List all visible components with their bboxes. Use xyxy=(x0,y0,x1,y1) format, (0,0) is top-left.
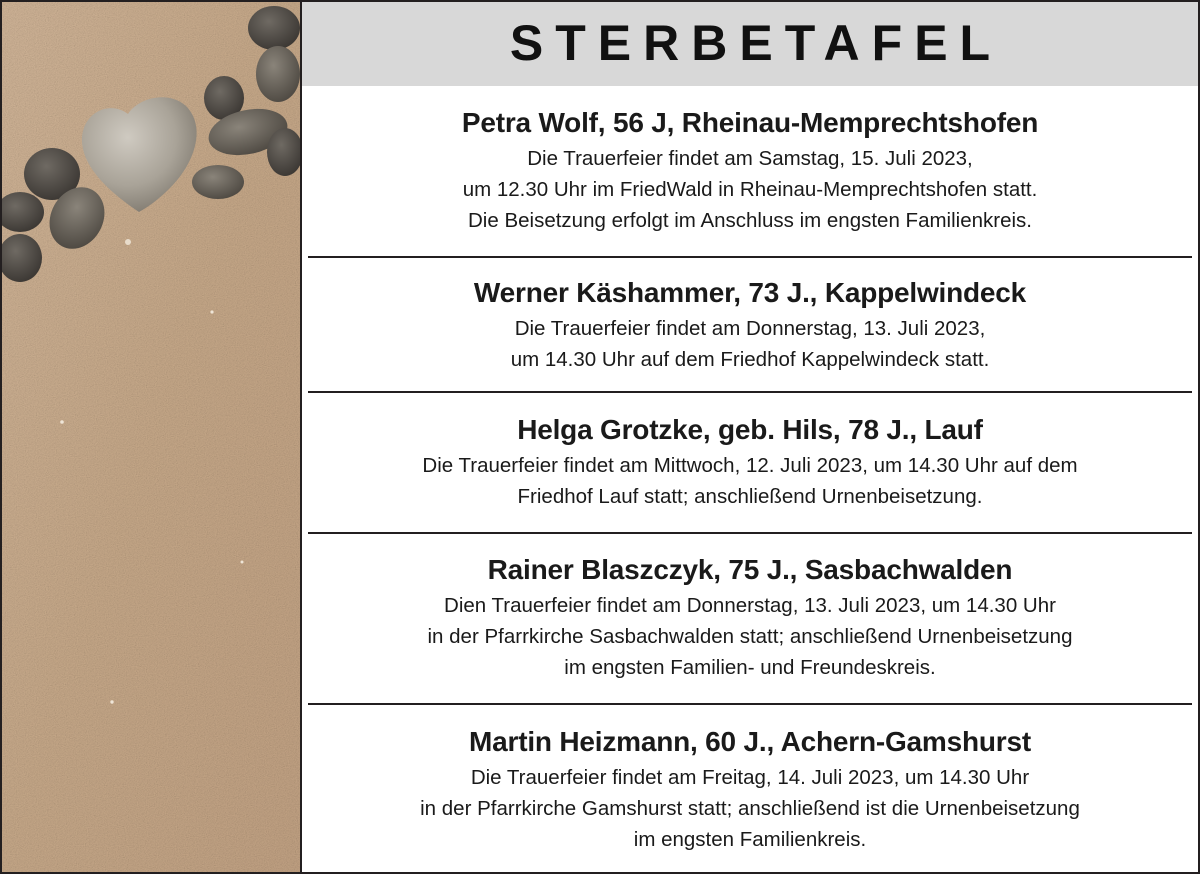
separator-rule xyxy=(308,256,1192,258)
sand-stones-image xyxy=(2,2,300,872)
entry-name: Werner Käshammer, 73 J., Kappelwindeck xyxy=(473,277,1027,308)
obituary-entry xyxy=(302,410,1198,512)
entry-line: im engsten Familien- und Freundeskreis. xyxy=(564,656,936,679)
entry-line: im engsten Familienkreis. xyxy=(633,828,867,851)
entry-name: Martin Heizmann, 60 J., Achern-Gamshurst xyxy=(469,726,1031,757)
page-title: STERBETAFEL xyxy=(509,15,1003,71)
entry-line: Die Trauerfeier findet am Freitag, 14. Juli 2023, um 14.30 Uhr xyxy=(470,766,1030,789)
entry-line: Die Beisetzung erfolgt im Anschluss im engsten Familienkreis. xyxy=(468,209,1032,232)
entry-line: Die Trauerfeier findet am Samstag, 15. Juli 2023, xyxy=(527,147,973,170)
entry-name: Helga Grotzke, geb. Hils, 78 J., Lauf xyxy=(517,414,983,445)
entry-line: Die Trauerfeier findet am Mittwoch, 12. Juli 2023, um 14.30 Uhr auf dem xyxy=(422,454,1078,477)
entry-line: um 12.30 Uhr im FriedWald in Rheinau-Memprechtshofen statt. xyxy=(462,178,1038,201)
entry-name: Rainer Blaszczyk, 75 J., Sasbachwalden xyxy=(487,554,1013,585)
entry-name: Petra Wolf, 56 J, Rheinau-Memprechtshofen xyxy=(461,107,1039,138)
sand-stones-photo xyxy=(2,2,300,872)
obituary-entry xyxy=(302,550,1198,683)
entry-line: Die Trauerfeier findet am Donnerstag, 13. Juli 2023, xyxy=(514,317,986,340)
separator-rule xyxy=(308,703,1192,705)
separator-rule xyxy=(308,391,1192,393)
obituary-entry xyxy=(302,273,1198,375)
entry-line: in der Pfarrkirche Gamshurst statt; anschließend ist die Urnenbeisetzung xyxy=(420,797,1080,820)
obituary-content xyxy=(302,2,1198,872)
obituary-entry xyxy=(302,722,1198,855)
entry-line: um 14.30 Uhr auf dem Friedhof Kappelwindeck statt. xyxy=(510,348,990,371)
separator-rule xyxy=(308,532,1192,534)
obituary-entry xyxy=(302,103,1198,236)
entry-line: Dien Trauerfeier findet am Donnerstag, 13. Juli 2023, um 14.30 Uhr xyxy=(444,594,1056,617)
entry-line: Friedhof Lauf statt; anschließend Urnenbeisetzung. xyxy=(517,485,983,508)
entry-line: in der Pfarrkirche Sasbachwalden statt; anschließend Urnenbeisetzung xyxy=(427,625,1073,648)
header-bar xyxy=(302,2,1198,86)
